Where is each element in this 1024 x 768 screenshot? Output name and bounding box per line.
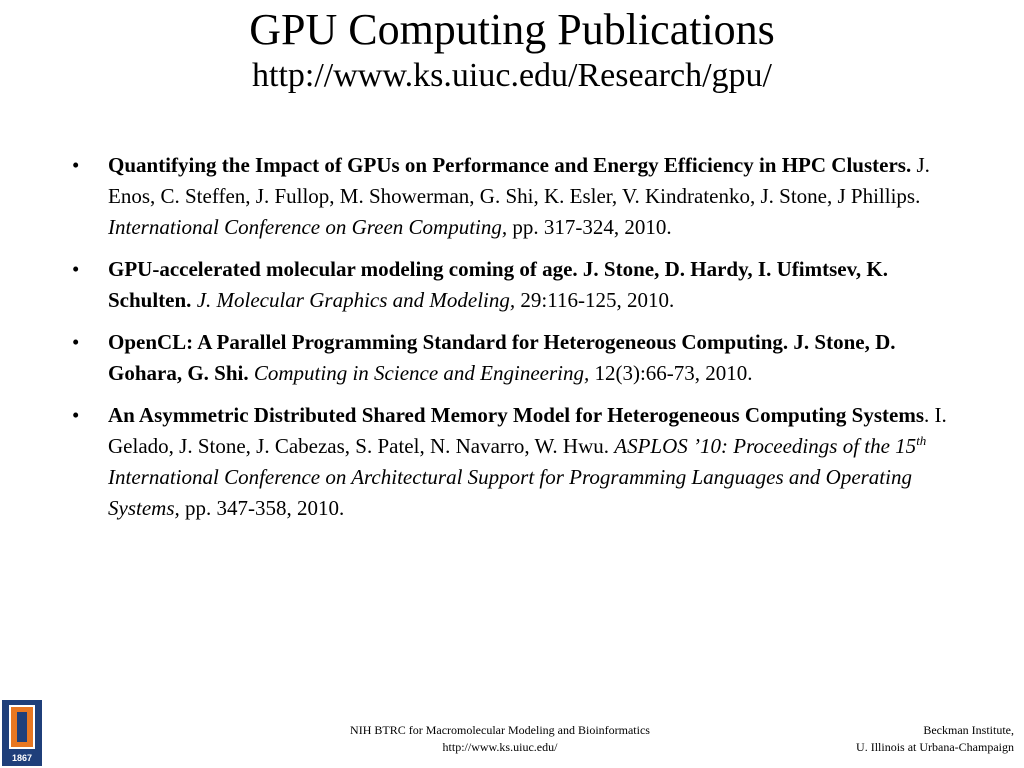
publication-item	[70, 254, 950, 316]
publication-venue-prefix: ASPLOS ’10: Proceedings of the 15	[614, 434, 917, 458]
publication-venue-suffix: International Conference on Architectural Support for Programming Languages and Operating Systems,	[108, 465, 912, 520]
publication-authors: . I. Gelado, J. Stone, J. Cabezas, S. Patel, N. Navarro, W. Hwu.	[108, 403, 947, 458]
illinois-block-i-logo-icon	[2, 700, 42, 766]
publication-title: An Asymmetric Distributed Shared Memory Model for Heterogeneous Computing Systems	[108, 403, 925, 427]
footer-url[interactable]: http://www.ks.uiuc.edu/	[442, 740, 558, 754]
footer-institute: Beckman Institute,	[923, 723, 1014, 737]
footer-center	[300, 722, 700, 756]
publication-list	[70, 150, 950, 535]
footer-university: U. Illinois at Urbana-Champaign	[856, 740, 1014, 754]
publication-venue: Computing in Science and Engineering,	[248, 361, 590, 385]
publication-authors: J. Enos, C. Steffen, J. Fullop, M. Showerman, G. Shi, K. Esler, V. Kindratenko, J. Stone, J Phillips.	[108, 153, 930, 208]
publication-authors: J. Stone, D. Hardy, I. Ufimtsev, K. Schulten.	[108, 257, 889, 312]
footer-right	[760, 722, 1014, 756]
publication-item	[70, 150, 950, 243]
publication-details: pp. 347-358, 2010.	[179, 496, 345, 520]
slide-header	[0, 4, 1024, 96]
publication-details: 29:116-125, 2010.	[515, 288, 675, 312]
publication-title: Quantifying the Impact of GPUs on Performance and Energy Efficiency in HPC Clusters.	[108, 153, 912, 177]
publication-item	[70, 400, 950, 524]
bullet-icon: •	[72, 153, 80, 177]
publication-venue: International Conference on Green Computing,	[108, 215, 508, 239]
bullet-icon: •	[72, 403, 80, 427]
publication-venue: J. Molecular Graphics and Modeling,	[191, 288, 516, 312]
publication-title: GPU-accelerated molecular modeling coming of age.	[108, 257, 578, 281]
footer-organization: NIH BTRC for Macromolecular Modeling and Bioinformatics	[350, 723, 650, 737]
slide-url[interactable]: http://www.ks.uiuc.edu/Research/gpu/	[252, 57, 772, 94]
bullet-icon: •	[72, 257, 80, 281]
publication-details: pp. 317-324, 2010.	[507, 215, 672, 239]
publication-item	[70, 327, 950, 389]
bullet-icon: •	[72, 330, 80, 354]
publication-venue-superscript: th	[916, 433, 927, 448]
logo-year: 1867	[11, 753, 33, 763]
publication-authors: J. Stone, D. Gohara, G. Shi.	[108, 330, 896, 385]
slide-title: GPU Computing Publications	[249, 5, 775, 54]
block-i-icon	[9, 705, 35, 749]
publication-details: 12(3):66-73, 2010.	[589, 361, 753, 385]
publication-title: OpenCL: A Parallel Programming Standard for Heterogeneous Computing.	[108, 330, 789, 354]
